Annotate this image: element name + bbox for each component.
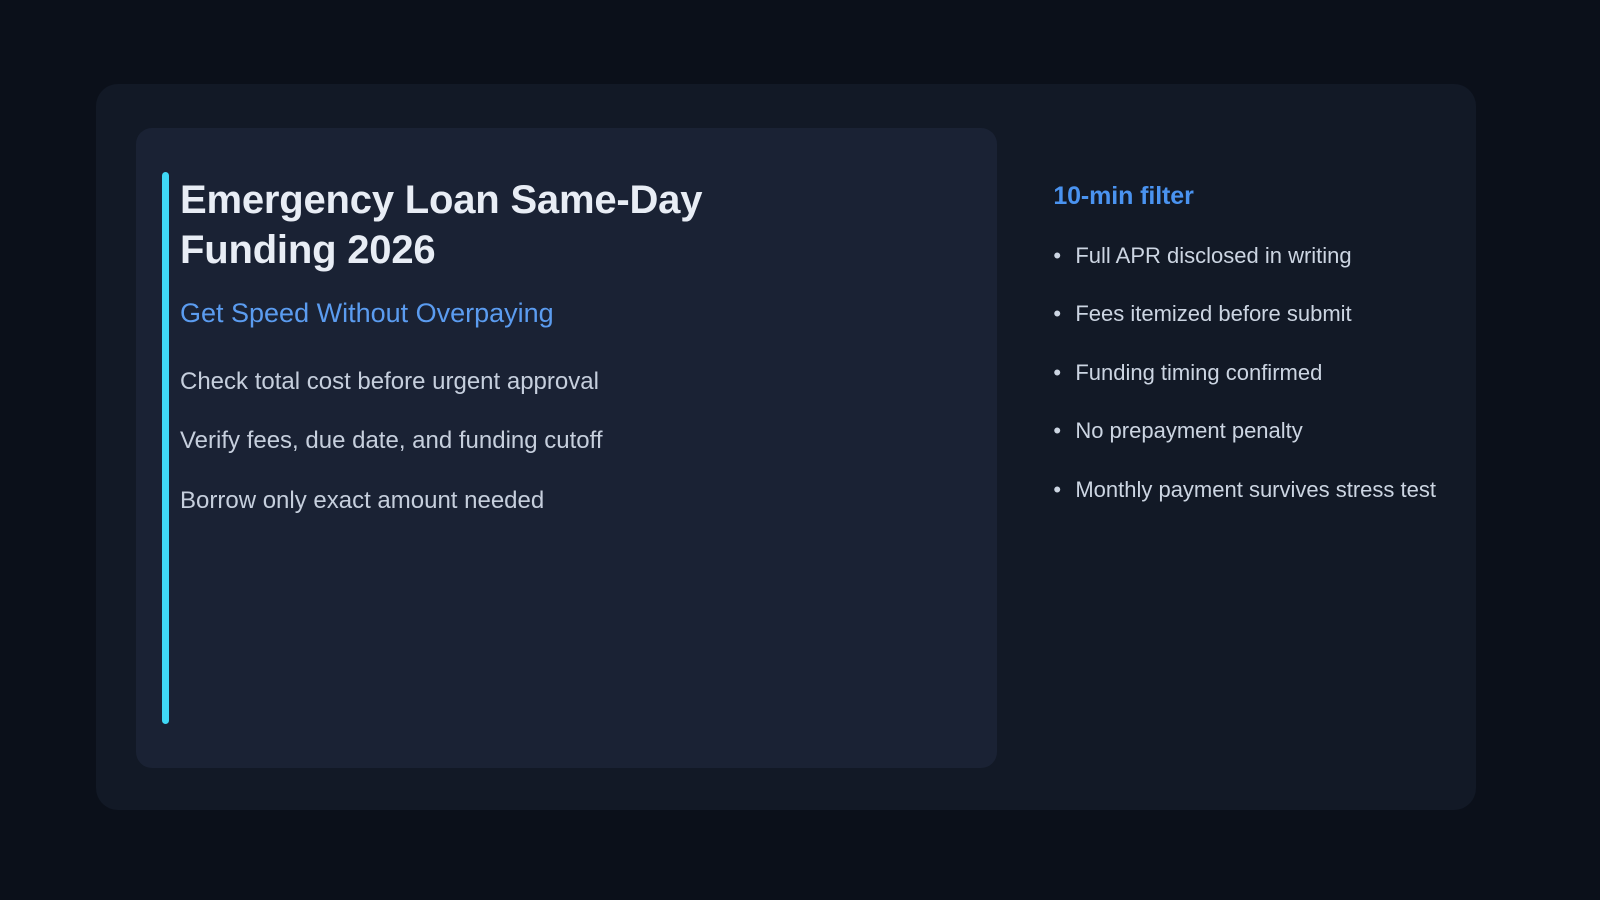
main-content-card <box>136 128 997 768</box>
list-item: • Monthly payment survives stress test <box>1053 477 1436 503</box>
list-item: Borrow only exact amount needed <box>180 487 545 515</box>
sidebar-title: 10-min filter <box>1053 182 1194 210</box>
sidebar-panel <box>997 128 1436 535</box>
list-item: Check total cost before urgent approval <box>180 367 599 395</box>
page-subtitle: Get Speed Without Overpaying <box>180 298 554 329</box>
page-title: Emergency Loan Same-Day Funding 2026 <box>180 178 703 272</box>
list-item: • Funding timing confirmed <box>1053 360 1436 386</box>
list-item: • Fees itemized before submit <box>1053 301 1436 327</box>
slide-panel <box>96 84 1476 810</box>
list-item: • No prepayment penalty <box>1053 418 1436 444</box>
list-item: Verify fees, due date, and funding cutoff <box>180 427 603 455</box>
accent-bar <box>162 172 169 724</box>
main-points-list <box>180 368 957 516</box>
slide-content-row <box>136 128 1436 766</box>
list-item: • Full APR disclosed in writing <box>1053 243 1436 269</box>
sidebar-checklist <box>1053 243 1436 503</box>
